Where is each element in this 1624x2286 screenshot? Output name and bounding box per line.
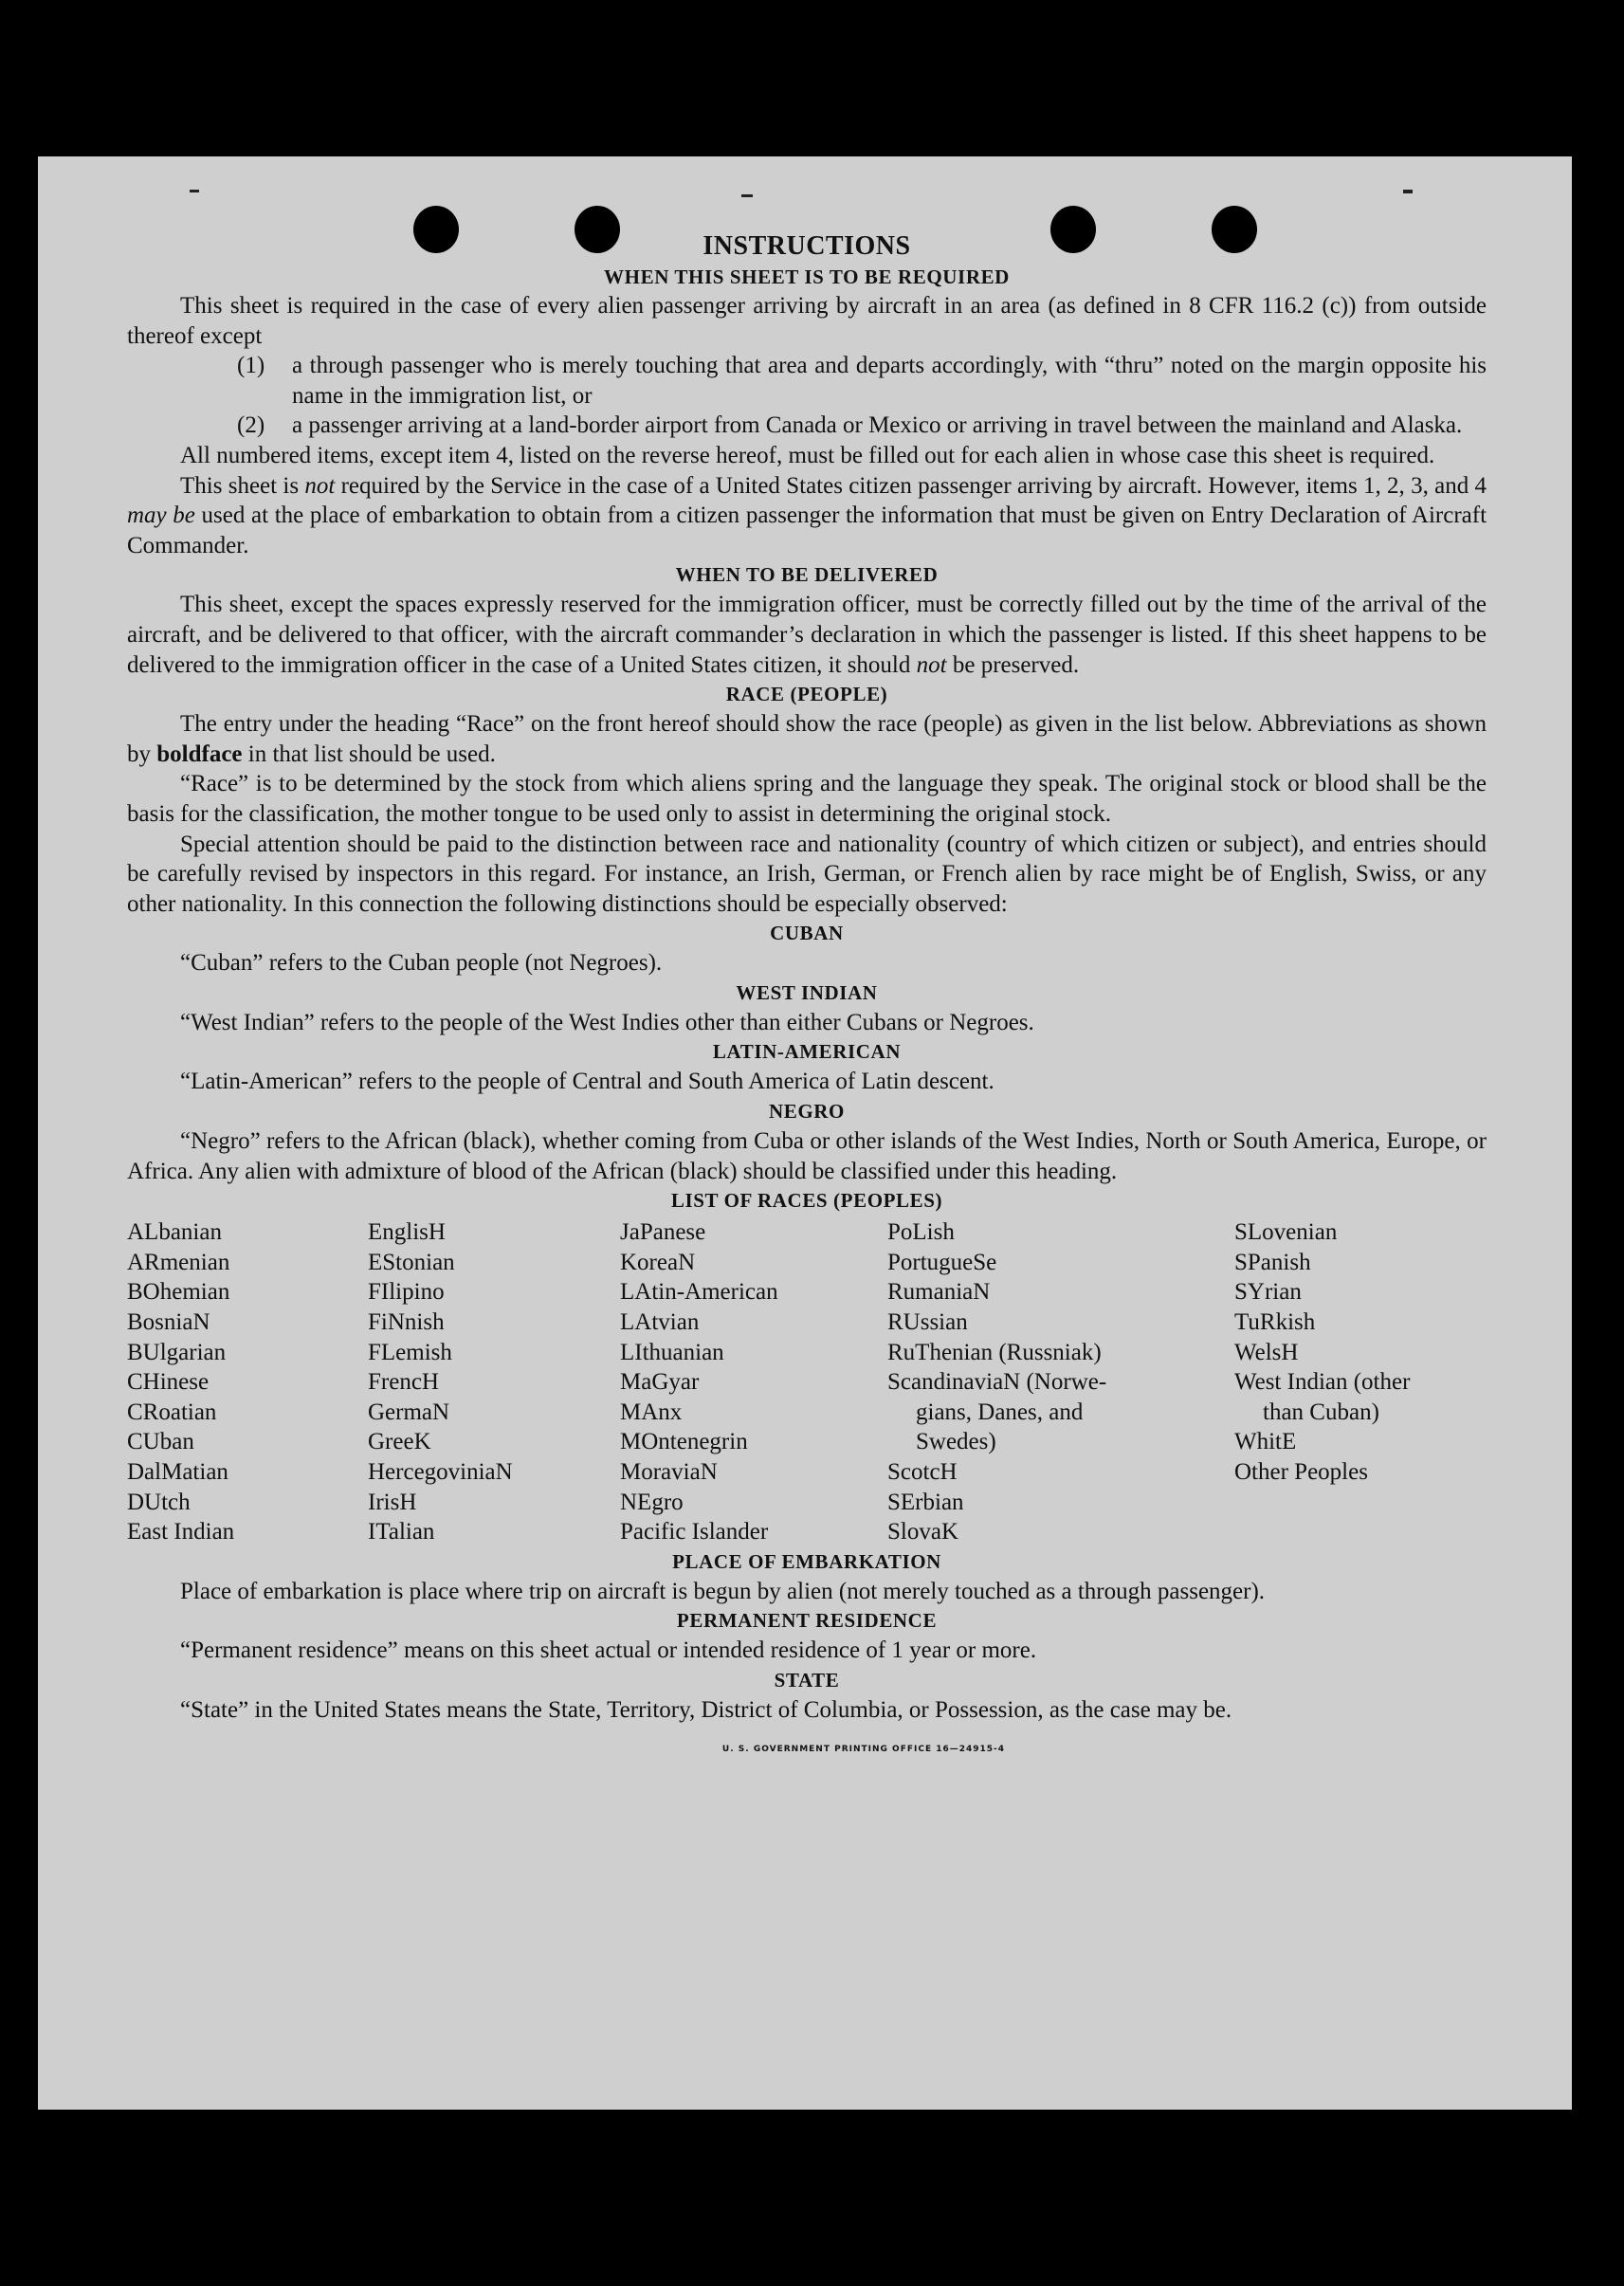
item-text: a passenger arriving at a land-border airport from Canada or Mexico or arriving in travel between the mainland and Alaska. (292, 412, 1463, 439)
paragraph: All numbered items, except item 4, listed on the reverse hereof, must be filled out for each alien in whose case this sheet is required. (180, 442, 1435, 468)
race-entry: PoLish (887, 1219, 955, 1246)
race-entry: LAtvian (620, 1309, 700, 1336)
race-entry: MOntenegrin (620, 1429, 748, 1455)
race-entry: CUban (127, 1429, 194, 1455)
paragraph: “Permanent residence” means on this sheet actual or intended residence of 1 year or more. (180, 1637, 1037, 1664)
section-heading: RACE (PEOPLE) (725, 683, 888, 706)
page-title: INSTRUCTIONS (703, 231, 911, 261)
item-text: a through passenger who is merely touching that area and departs accordingly, with “thru” noted on the margin opposite his name in the immigration list, or (292, 353, 1487, 409)
paragraph: This sheet is required in the case of every alien passenger arriving by aircraft in an area (as defined in 8 CFR 116.2 (c)) from outside thereof except (127, 293, 1487, 349)
race-entry: SLovenian (1234, 1219, 1338, 1246)
race-entry: MaGyar (620, 1369, 700, 1396)
race-entry: ALbanian (127, 1219, 222, 1246)
race-entry: BOhemian (127, 1279, 230, 1306)
race-entry: FiNnish (368, 1309, 445, 1336)
section-heading: PERMANENT RESIDENCE (676, 1609, 938, 1633)
paragraph: Place of embarkation is place where trip on aircraft is begun by alien (not merely touched as a through passenger). (180, 1578, 1266, 1604)
race-entry: DalMatian (127, 1459, 228, 1485)
text-run: This sheet, except the spaces expressly reserved for the immigration officer, must be correctly filled out by the time of the arrival of the aircraft, and be delivered to that officer, with the aircraft commander’s declaration in which the passenger is listed. If this sheet happens to be delivered to the immigration officer in the case of a United States citizen, it should (127, 592, 1487, 678)
race-entry: GermaN (368, 1399, 450, 1425)
paragraph: “West Indian” refers to the people of the West Indies other than either Cubans or Negroes. (180, 1009, 1034, 1035)
text-run: This sheet is (180, 472, 305, 499)
race-entry: BUlgarian (127, 1339, 227, 1365)
race-entry: ScotcH (887, 1459, 958, 1485)
paragraph: “Cuban” refers to the Cuban people (not Negroes). (180, 950, 663, 977)
document-sheet (38, 156, 1572, 2110)
text-run: The entry under the heading “Race” on the front hereof should show the race (people) as given in the list below. Abbreviations as shown by (127, 711, 1487, 767)
race-entry: IrisH (368, 1489, 417, 1515)
race-entry: EnglisH (368, 1219, 446, 1246)
race-entry: West Indian (other (1234, 1369, 1411, 1396)
paragraph: Special attention should be paid to the distinction between race and nationality (country of which citizen or subject), and entries should be carefully revised by inspectors in this regard. For instance, an Irish, German, or French alien by race might be of English, Swiss, or any other nationality. In this connection the following distinctions should be especially observed: (127, 831, 1487, 917)
race-entry: East Indian (127, 1519, 235, 1545)
instructions-content (127, 230, 1487, 1765)
race-entry: RUssian (887, 1309, 968, 1336)
race-entry: MoraviaN (620, 1459, 718, 1485)
speck (741, 194, 753, 197)
race-entry: SErbian (887, 1489, 964, 1515)
race-entry: NEgro (620, 1489, 684, 1515)
race-entry: ScandinaviaN (Norwe- (887, 1369, 1107, 1396)
race-entry: RuThenian (Russniak) (887, 1339, 1102, 1365)
race-entry: Swedes) (916, 1429, 996, 1455)
text-run: used at the place of embarkation to obtain from a citizen passenger the information that must be given on Entry Declaration of Aircraft Commander. (127, 503, 1487, 558)
races-column (127, 1217, 368, 1547)
text-run: required by the Service in the case of a United States citizen passenger arriving by aircraft. However, items 1, 2, 3, and 4 (335, 472, 1487, 499)
race-entry: SYrian (1234, 1279, 1302, 1306)
race-entry: ARmenian (127, 1249, 230, 1275)
item-number: (2) (237, 412, 265, 439)
section-heading: STATE (774, 1668, 840, 1692)
section-heading: PLACE OF EMBARKATION (672, 1549, 941, 1573)
paragraph: “Latin-American” refers to the people of Central and South America of Latin descent. (180, 1069, 994, 1095)
race-entry: MAnx (620, 1399, 683, 1425)
paragraph: “Race” is to be determined by the stock from which aliens spring and the language they speak. The original stock or blood shall be the basis for the classification, the mother tongue to be used only to assist in determining the original stock. (127, 771, 1487, 827)
race-entry: FLemish (368, 1339, 452, 1365)
race-entry: RumaniaN (887, 1279, 991, 1306)
race-entry: JaPanese (620, 1219, 706, 1246)
race-entry: SPanish (1234, 1249, 1311, 1275)
list-item (237, 351, 1487, 411)
text-run: in that list should be used. (242, 741, 496, 767)
text-emphasis: not (916, 651, 947, 678)
race-entry: CRoatian (127, 1399, 217, 1425)
speck (190, 190, 199, 192)
paragraph: “Negro” refers to the African (black), whether coming from Cuba or other islands of the West Indies, North or South America, Europe, or Africa. Any alien with admixture of blood of the African (black) should be classified under this heading. (127, 1128, 1487, 1184)
section-heading: WEST INDIAN (736, 980, 878, 1004)
section-heading: LATIN-AMERICAN (712, 1040, 902, 1064)
race-entry: gians, Danes, and (916, 1399, 1084, 1425)
race-entry: LAtin-American (620, 1279, 778, 1306)
paragraph: “State” in the United States means the State, Territory, District of Columbia, or Possession, as the case may be. (180, 1696, 1232, 1723)
section-heading: WHEN TO BE DELIVERED (675, 563, 939, 587)
race-entry: ITalian (368, 1519, 435, 1545)
text-bold: boldface (156, 741, 243, 767)
text-run: be preserved. (946, 651, 1080, 678)
section-heading: NEGRO (768, 1100, 845, 1124)
race-entry: WhitE (1234, 1429, 1297, 1455)
printer-imprint: U. S. GOVERNMENT PRINTING OFFICE 16—24915-4 (721, 1744, 1006, 1754)
races-column (1234, 1217, 1487, 1547)
text-emphasis: not (304, 472, 336, 499)
race-entry: PortugueSe (887, 1249, 997, 1275)
section-heading: WHEN THIS SHEET IS TO BE REQUIRED (604, 265, 1010, 288)
races-column (887, 1217, 1234, 1547)
race-entry: Other Peoples (1234, 1459, 1368, 1485)
section-heading: CUBAN (770, 922, 844, 945)
race-entry: LIthuanian (620, 1339, 724, 1365)
race-entry: WelsH (1234, 1339, 1299, 1365)
race-entry: Pacific Islander (620, 1519, 769, 1545)
race-entry: GreeK (368, 1429, 431, 1455)
list-item (237, 411, 1487, 441)
race-entry: FIlipino (368, 1279, 445, 1306)
race-entry: CHinese (127, 1369, 210, 1396)
paragraph (127, 709, 1487, 769)
races-column (620, 1217, 887, 1547)
races-column (368, 1217, 620, 1547)
race-entry: TuRkish (1234, 1309, 1316, 1336)
race-entry: FrencH (368, 1369, 439, 1396)
race-entry: than Cuban) (1263, 1399, 1379, 1425)
race-entry: DUtch (127, 1489, 191, 1515)
speck (1403, 190, 1413, 193)
race-entry: EStonian (368, 1249, 455, 1275)
paragraph (127, 471, 1487, 561)
text-emphasis: may be (127, 503, 195, 529)
race-entry: BosniaN (127, 1309, 210, 1336)
race-entry: HercegoviniaN (368, 1459, 513, 1485)
race-entry: SlovaK (887, 1519, 958, 1545)
race-entry: KoreaN (620, 1249, 696, 1275)
section-heading: LIST OF RACES (PEOPLES) (670, 1189, 943, 1213)
item-number: (1) (237, 353, 265, 379)
paragraph (127, 590, 1487, 680)
races-list (127, 1217, 1487, 1547)
